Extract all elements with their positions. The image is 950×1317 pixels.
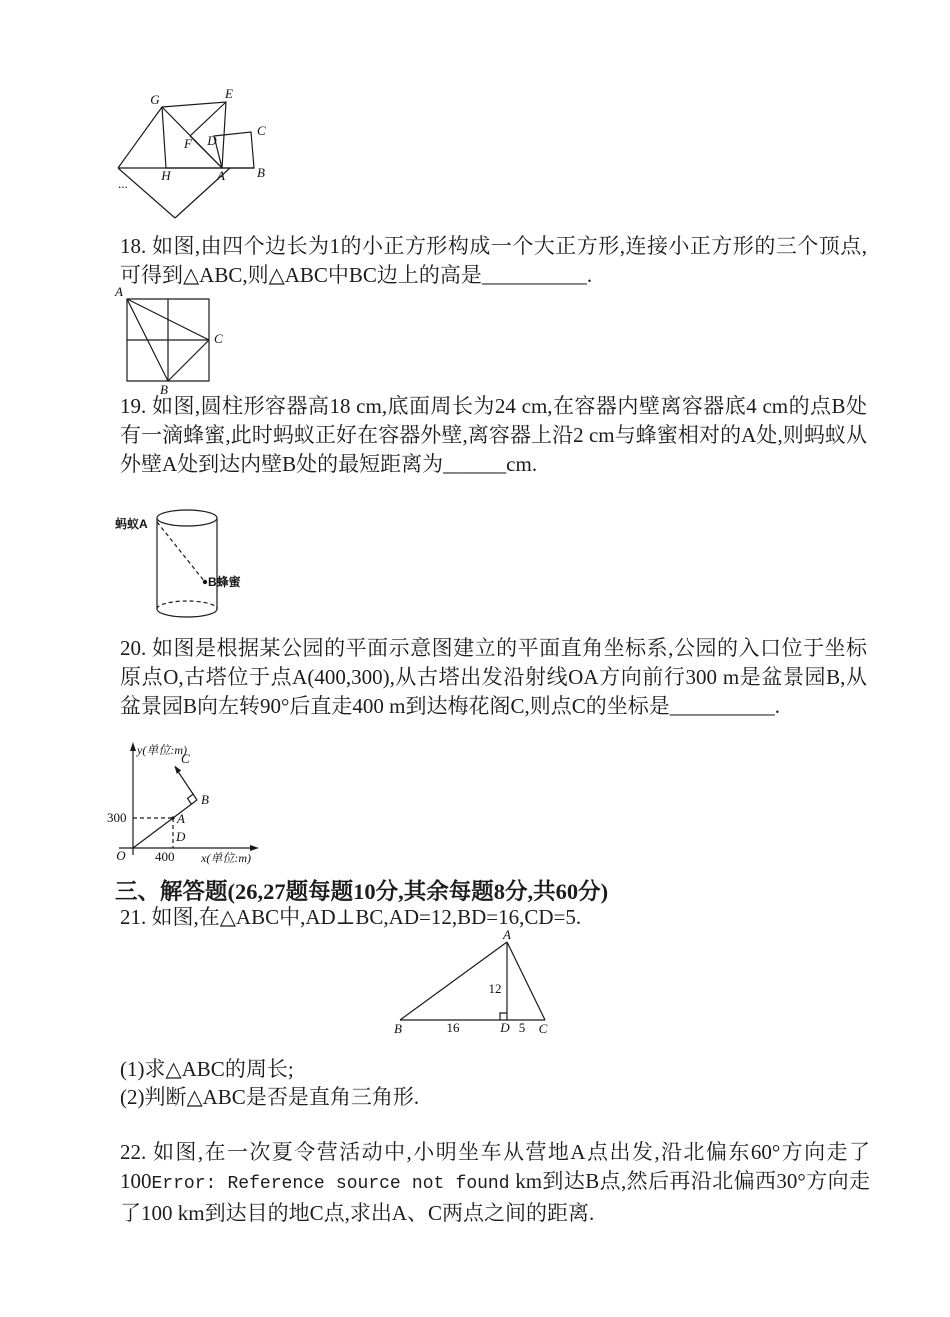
- honey-point: [203, 580, 207, 584]
- point-label-A: A: [177, 811, 185, 826]
- point-label-F: F: [184, 136, 192, 151]
- point-label-C: C: [257, 123, 266, 138]
- question-21-sub1: (1)求△ABC的周长;: [120, 1057, 294, 1081]
- question-19-text: 19. 如图,圆柱形容器高18 cm,底面周长为24 cm,在容器内壁离容器底4 cm的点B处有一滴蜂蜜,此时蚂蚁正好在容器外壁,离容器上沿2 cm与蜂蜜相对的A处,则蚂蚁从外壁A处到达内壁B处的最短距离为______cm.: [120, 394, 867, 476]
- question-20-text: 20. 如图是根据某公园的平面示意图建立的平面直角坐标系,公园的入口位于坐标原点O,古塔位于点A(400,300),从古塔出发沿射线OA方向前行300 m是盆景园B,从盆景园B向左转90°后直走400 m到达梅花阁C,则点C的坐标是__________.: [120, 636, 867, 718]
- point-label-C: C: [214, 331, 223, 346]
- ant-label: 蚂蚁A: [115, 517, 148, 531]
- point-label-H: H: [161, 168, 171, 183]
- figure-pythagorean-squares: [100, 85, 285, 235]
- origin-label: O: [116, 848, 126, 863]
- length-BD: 16: [446, 1020, 460, 1035]
- triangle-lines: [400, 942, 545, 1020]
- cylinder-outline: [157, 510, 217, 617]
- y-tick-300: 300: [107, 810, 127, 825]
- ellipsis-label: ...: [118, 176, 128, 191]
- length-DC: 5: [518, 1020, 526, 1035]
- point-label-E: E: [225, 86, 233, 101]
- point-label-D: D: [207, 133, 217, 148]
- x-axis-label: x(单位:m): [201, 851, 251, 865]
- point-label-B: B: [257, 165, 265, 180]
- length-AD: 12: [488, 981, 502, 996]
- point-label-C: C: [181, 751, 190, 766]
- question-22-text-after: km到达B点,然后再沿北偏西30°方向走了100 km到达目的地C点,求出A、C两点之间的距离.: [120, 1169, 870, 1225]
- question-22-text: [120, 1138, 870, 1228]
- point-label-C: C: [538, 1021, 548, 1036]
- x-tick-400: 400: [155, 849, 175, 864]
- figure-q18-grid-square: [105, 285, 230, 397]
- question-21-sub2: (2)判断△ABC是否是直角三角形.: [120, 1085, 420, 1109]
- point-label-A: A: [217, 168, 225, 183]
- ant-path-line: [157, 522, 205, 582]
- path-o-a-b-c: [133, 766, 197, 849]
- question-21-text: 21. 如图,在△ABC中,AD⊥BC,AD=12,BD=16,CD=5.: [120, 905, 582, 929]
- right-angle-mark: [500, 1013, 507, 1020]
- y-axis-label: y(单位:m): [137, 743, 187, 757]
- point-label-B: B: [394, 1021, 402, 1036]
- squares-construction-lines: [118, 102, 254, 218]
- point-label-A: A: [115, 284, 123, 299]
- point-label-B: B: [160, 382, 168, 397]
- figure-q19-cylinder: [105, 502, 245, 628]
- grid-square-lines: [127, 299, 209, 381]
- figure-q21-triangle: [385, 927, 560, 1042]
- point-label-A: A: [503, 927, 511, 942]
- point-label-G: G: [150, 92, 160, 107]
- point-label-D: D: [176, 829, 186, 844]
- reference-error-text: Error: Reference source not found: [151, 1174, 510, 1194]
- figure-q20-coordinate-plane: [95, 740, 275, 866]
- question-18-text: 18. 如图,由四个边长为1的小正方形构成一个大正方形,连接小正方形的三个顶点,可得到△ABC,则△ABC中BC边上的高是__________.: [120, 234, 867, 287]
- point-label-D: D: [500, 1020, 510, 1035]
- section-3-heading: 三、解答题(26,27题每题10分,其余每题8分,共60分): [115, 879, 609, 904]
- honey-label: B蜂蜜: [208, 575, 241, 589]
- question-22-text-before: 22. 如图,在一次夏令营活动中,小明坐车从营地A点出发,沿北偏东60°方向走了100: [120, 1140, 870, 1193]
- point-label-B: B: [201, 792, 209, 807]
